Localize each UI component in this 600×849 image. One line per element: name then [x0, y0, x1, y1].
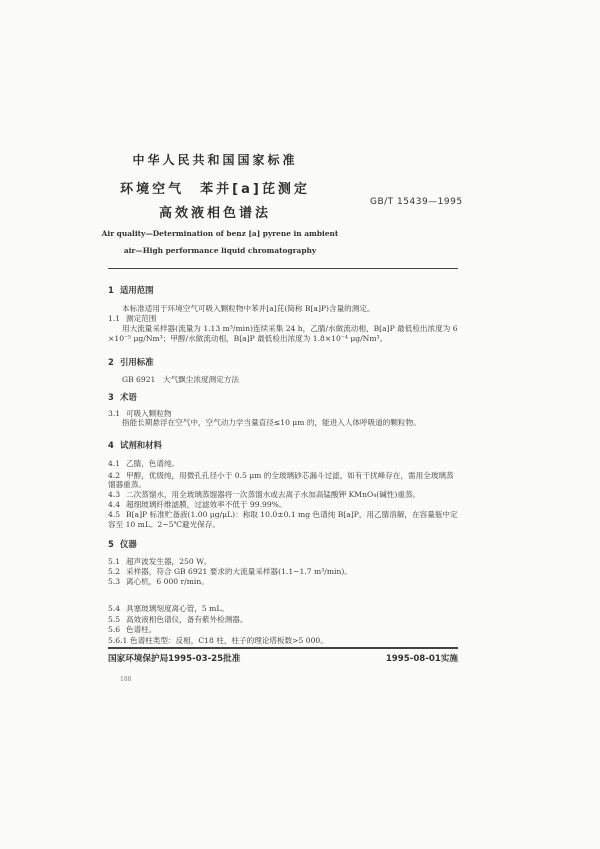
- clause-text: 色谱柱。: [126, 625, 157, 634]
- clause-number: 5.5: [108, 615, 121, 624]
- clause-text: 本标准适用于环境空气可吸入颗粒物中苯并[a]芘(简称 B[a]P)含量的测定。: [122, 304, 375, 313]
- clause: [108, 615, 248, 624]
- clause-text: B[a]P 标准贮备液(1.00 μg/μL)：称取 10.0±0.1 mg 色谱纯 B[a]P，用乙腈溶解，在容量瓶中定: [126, 510, 458, 519]
- footer-rule: [108, 647, 458, 649]
- clause-text: 甲醇，优级纯，用微孔孔径小于 0.5 μm 的全玻璃砂芯漏斗过滤，如有干扰峰存在，需用全玻璃蒸: [126, 471, 454, 480]
- clause-number: 5.4: [108, 604, 121, 613]
- clause-number: 4.5: [108, 510, 121, 519]
- paragraph: [108, 480, 146, 489]
- clause-number: 4: [108, 440, 114, 450]
- clause-text: 二次蒸馏水，用全玻璃蒸馏器将一次蒸馏水或去离子水加高锰酸钾 KMnO₄(碱性)重蒸。: [126, 490, 421, 499]
- clause-text: 乙腈，色谱纯。: [126, 459, 180, 468]
- clause: [108, 409, 172, 418]
- clause-number: 2: [108, 357, 114, 367]
- clause: [108, 314, 156, 323]
- implementation-date: 1995-08-01实施: [385, 654, 458, 664]
- section-heading: [108, 393, 137, 402]
- clause-number: 3.1: [108, 409, 121, 418]
- clause-number: 4.2: [108, 471, 121, 480]
- clause: [108, 636, 328, 645]
- clause-number: 5.3: [108, 577, 121, 586]
- standard-code: GB/T 15439—1995: [370, 197, 463, 207]
- paragraph: [122, 324, 458, 333]
- clause-number: 5.1: [108, 557, 121, 566]
- clause-text: 离心机，6 000 r/min。: [126, 577, 209, 586]
- header-rule: [108, 268, 458, 269]
- title-line-1: 环境空气 苯并[a]芘测定: [120, 182, 310, 197]
- clause-text: 适用范围: [120, 285, 154, 295]
- clause: [108, 510, 458, 519]
- english-title-line-1: Air quality—Determination of benz [a] pyrene in ambient: [101, 229, 339, 238]
- clause-text: 超细玻璃纤维滤膜，过滤效率不低于 99.99%。: [126, 500, 287, 509]
- clause: [108, 471, 454, 480]
- clause-text: 色谱柱类型：反相，C18 柱，柱子的理论塔板数>5 000。: [130, 636, 328, 645]
- clause-number: 4.3: [108, 490, 121, 499]
- clause: [108, 567, 352, 576]
- clause-number: 5.6.1: [108, 636, 128, 645]
- clause: [108, 577, 209, 586]
- clause-text: 测定范围: [126, 314, 157, 323]
- clause-number: 4.4: [108, 500, 121, 509]
- clause: [108, 500, 286, 509]
- clause: [108, 557, 211, 566]
- paragraph: [122, 375, 239, 384]
- paragraph: [122, 418, 421, 427]
- section-heading: [108, 358, 154, 367]
- section-heading: [108, 286, 154, 295]
- clause-number: 1: [108, 285, 114, 295]
- clause-text: 指能长期悬浮在空气中，空气动力学当量直径≤10 μm 的，能进入人体呼吸道的颗粒物。: [122, 418, 421, 427]
- paragraph: [108, 520, 220, 529]
- clause-text: 具塞玻璃刻度离心管，5 mL。: [126, 604, 230, 613]
- section-heading: [108, 540, 137, 549]
- clause-number: 3: [108, 392, 114, 402]
- clause-text: 高效液相色谱仪，备有紫外检测器。: [126, 615, 248, 624]
- clause-text: 馏器重蒸。: [108, 480, 146, 489]
- page-number: 188: [120, 676, 132, 683]
- clause: [108, 604, 229, 613]
- clause: [108, 459, 179, 468]
- clause-text: 仪器: [120, 539, 137, 549]
- paragraph: [122, 304, 375, 313]
- clause-text: 超声波发生器，250 W。: [126, 557, 212, 566]
- approval-date: 国家环境保护局1995-03-25批准: [108, 654, 241, 664]
- english-title-line-2: air—High performance liquid chromatography: [123, 246, 317, 255]
- clause-number: 4.1: [108, 459, 121, 468]
- section-heading: [108, 441, 162, 450]
- clause-text: ×10⁻⁵ μg/Nm³；甲醇/水做流动相，B[a]P 最低检出浓度为 1.8×10⁻⁴ μg/Nm³。: [108, 334, 388, 343]
- clause-number: 5.6: [108, 625, 121, 634]
- clause-text: 用大流量采样器(流量为 1.13 m³/min)连续采集 24 h，乙腈/水做流动相，B[a]P 最低检出浓度为 6: [122, 324, 458, 333]
- title-line-2: 高效液相色谱法: [158, 206, 271, 221]
- clause-text: 采样器，符合 GB 6921 要求的大流量采样器(1.1~1.7 m³/min)。: [126, 567, 352, 576]
- clause-number: 5: [108, 539, 114, 549]
- paragraph: [108, 334, 387, 343]
- clause-number: 1.1: [108, 314, 121, 323]
- clause-text: 容至 10 mL。2~5℃避光保存。: [108, 520, 221, 529]
- clause-number: 5.2: [108, 567, 121, 576]
- clause: [108, 490, 420, 499]
- clause-text: 术语: [120, 392, 137, 402]
- clause: [108, 625, 156, 634]
- clause-text: 试剂和材料: [120, 440, 162, 450]
- clause-text: 引用标准: [120, 357, 154, 367]
- clause-text: 可吸入颗粒物: [126, 409, 172, 418]
- clause-text: GB 6921 大气飘尘浓度测定方法: [122, 375, 239, 384]
- standard-type: 中华人民共和国国家标准: [132, 153, 298, 167]
